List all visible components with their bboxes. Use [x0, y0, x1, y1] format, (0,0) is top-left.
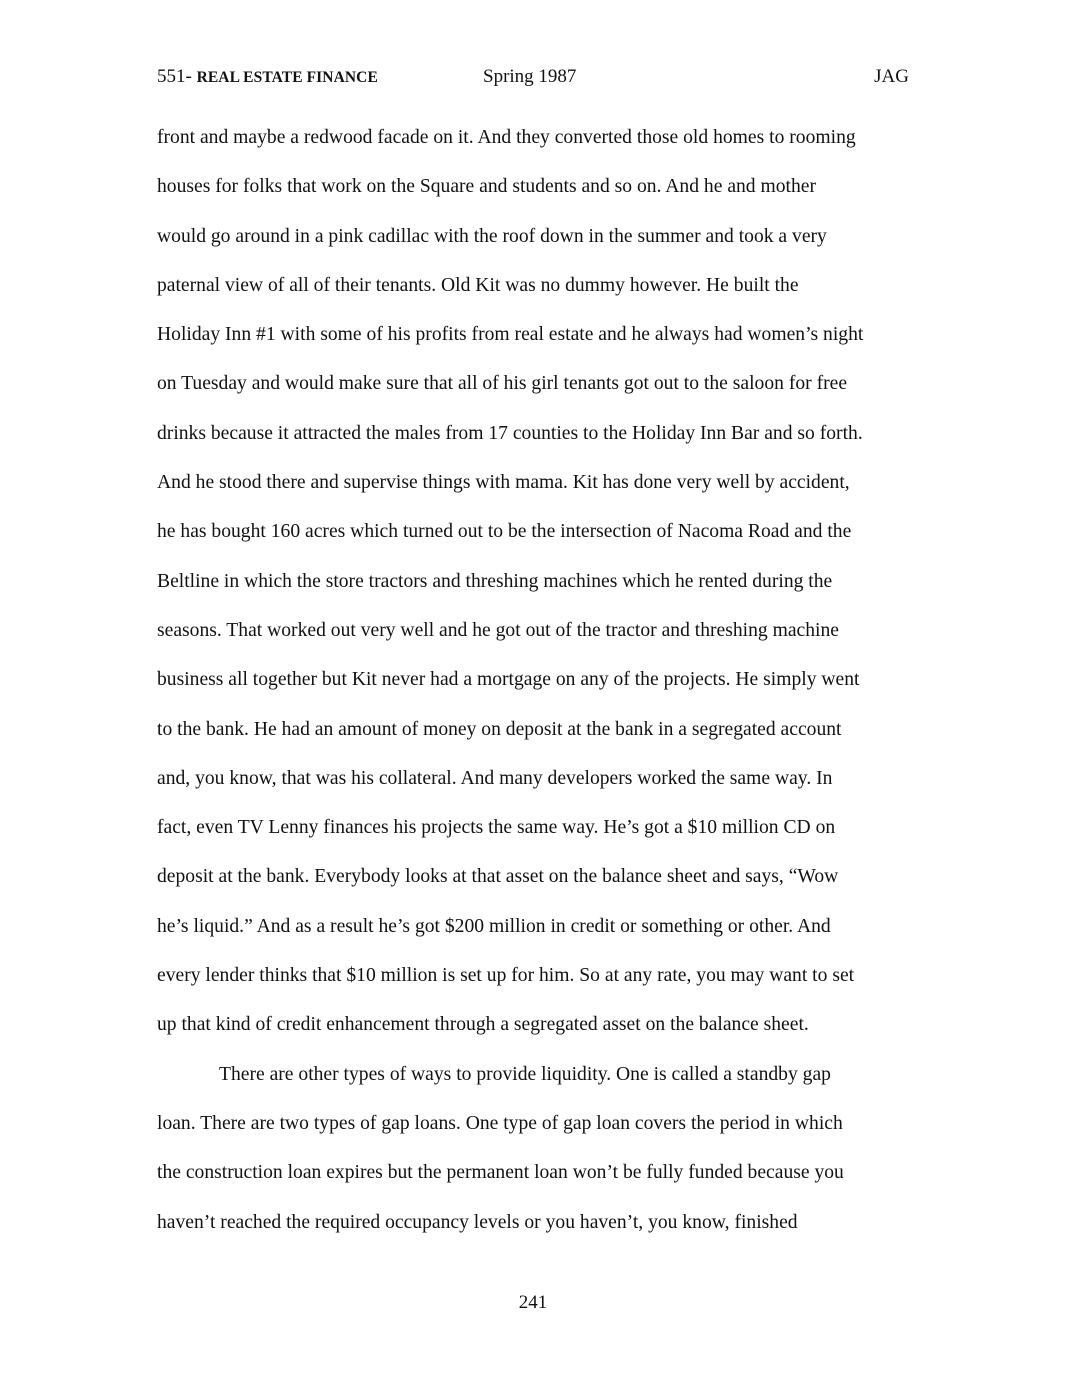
text-line: front and maybe a redwood facade on it. And they converted those old homes to rooming — [157, 127, 856, 148]
term: Spring 1987 — [483, 66, 577, 87]
text-line: Holiday Inn #1 with some of his profits from real estate and he always had women’s night — [157, 324, 864, 346]
text-line: would go around in a pink cadillac with the roof down in the summer and took a very — [157, 225, 827, 247]
text-line: and, you know, that was his collateral. And many developers worked the same way. In — [157, 767, 833, 789]
text-line: seasons. That worked out very well and he got out of the tractor and threshing machine — [157, 619, 839, 641]
text-line: business all together but Kit never had a mortgage on any of the projects. He simply went — [157, 669, 860, 691]
course-name: REAL ESTATE FINANCE — [196, 69, 378, 86]
text-line: And he stood there and supervise things with mama. Kit has done very well by accident, — [157, 472, 850, 494]
page-number: 241 — [518, 1292, 548, 1313]
text-line: every lender thinks that $10 million is set up for him. So at any rate, you may want to set — [157, 965, 855, 987]
course-title — [157, 66, 378, 88]
text-line: drinks because it attracted the males from 17 counties to the Holiday Inn Bar and so forth. — [157, 422, 863, 444]
text-line: up that kind of credit enhancement through a segregated asset on the balance sheet. — [157, 1014, 809, 1036]
page-header — [157, 66, 909, 90]
text-line: paternal view of all of their tenants. Old Kit was no dummy however. He built the — [157, 274, 799, 296]
text-line: on Tuesday and would make sure that all of his girl tenants got out to the saloon for free — [157, 373, 848, 395]
text-line: haven’t reached the required occupancy levels or you haven’t, you know, finished — [157, 1211, 798, 1233]
text-line: he has bought 160 acres which turned out to be the intersection of Nacoma Road and the — [157, 521, 852, 543]
author-initials: JAG — [874, 66, 909, 87]
text-line: fact, even TV Lenny finances his projects the same way. He’s got a $10 million CD on — [157, 817, 836, 839]
course-number: 551- — [157, 66, 192, 87]
text-line: Beltline in which the store tractors and threshing machines which he rented during the — [157, 570, 833, 592]
text-line: to the bank. He had an amount of money on deposit at the bank in a segregated account — [157, 718, 842, 740]
text-line: he’s liquid.” And as a result he’s got $200 million in credit or something or other. And — [157, 915, 831, 937]
text-line: houses for folks that work on the Square and students and so on. And he and mother — [157, 176, 817, 198]
text-line: loan. There are two types of gap loans. One type of gap loan covers the period in which — [157, 1112, 843, 1134]
document-body — [157, 113, 917, 1247]
paragraph-first-line: There are other types of ways to provide liquidity. One is called a standby gap — [219, 1063, 831, 1085]
text-line: the construction loan expires but the permanent loan won’t be fully funded because you — [157, 1162, 844, 1184]
text-line: deposit at the bank. Everybody looks at that asset on the balance sheet and says, “Wow — [157, 866, 839, 888]
